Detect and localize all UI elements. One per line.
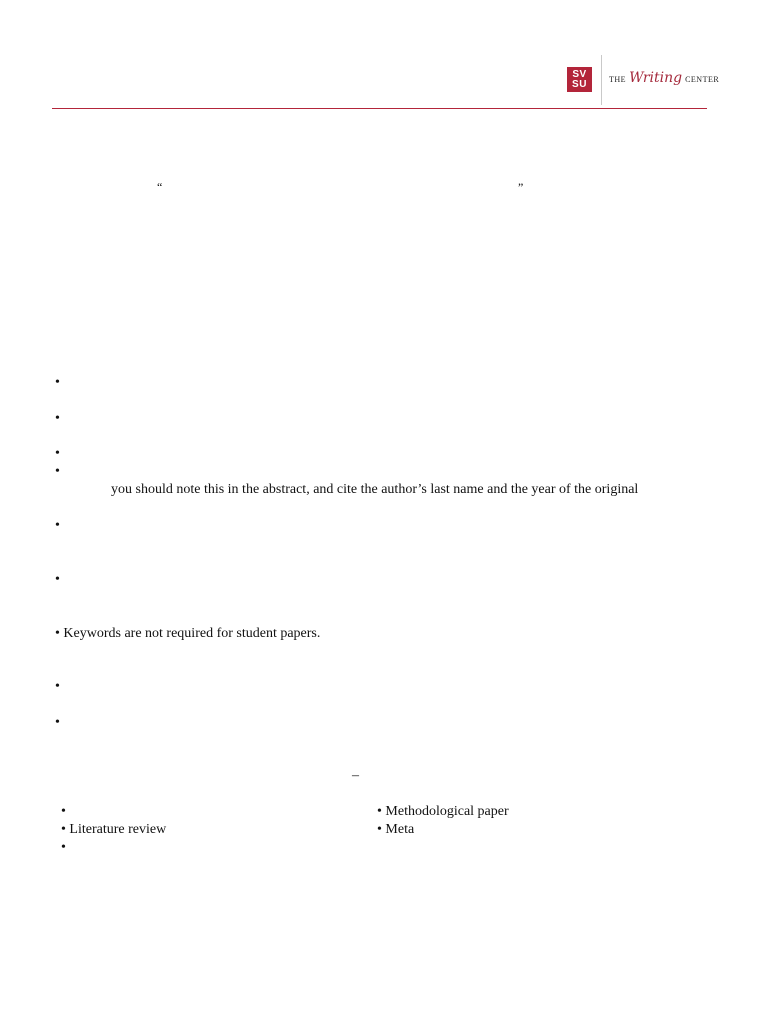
brand-prefix: THE [609, 75, 627, 84]
bullet-4: • [55, 464, 60, 479]
open-quote: “ [157, 180, 163, 194]
brand-suffix: CENTER [685, 75, 720, 84]
svsu-logo [567, 67, 592, 92]
type-methodological: • Methodological paper [377, 804, 509, 819]
brand-script: Writing [629, 70, 683, 86]
logo-divider [601, 55, 602, 105]
type-bullet-3: • [61, 840, 66, 855]
close-quote: ” [518, 180, 524, 194]
bullet-3: • [55, 446, 60, 461]
types-dash: – [352, 768, 359, 783]
bullet-7: • [55, 679, 60, 694]
keywords-line: • Keywords are not required for student papers. [55, 626, 321, 641]
logo-line-1: SV [572, 68, 587, 80]
bullet-8: • [55, 715, 60, 730]
bullet-2: • [55, 411, 60, 426]
type-bullet-1: • [61, 804, 66, 819]
bullet-1: • [55, 375, 60, 390]
writing-center-wordmark [609, 70, 719, 86]
header-rule [52, 108, 707, 109]
type-literature-review: • Literature review [61, 822, 167, 837]
logo-line-2: SU [572, 78, 587, 90]
type-meta: • Meta [377, 822, 415, 837]
original-author-line: you should note this in the abstract, and cite the author’s last name and the year of the original [111, 482, 639, 497]
bullet-5: • [55, 518, 60, 533]
bullet-6: • [55, 572, 60, 587]
